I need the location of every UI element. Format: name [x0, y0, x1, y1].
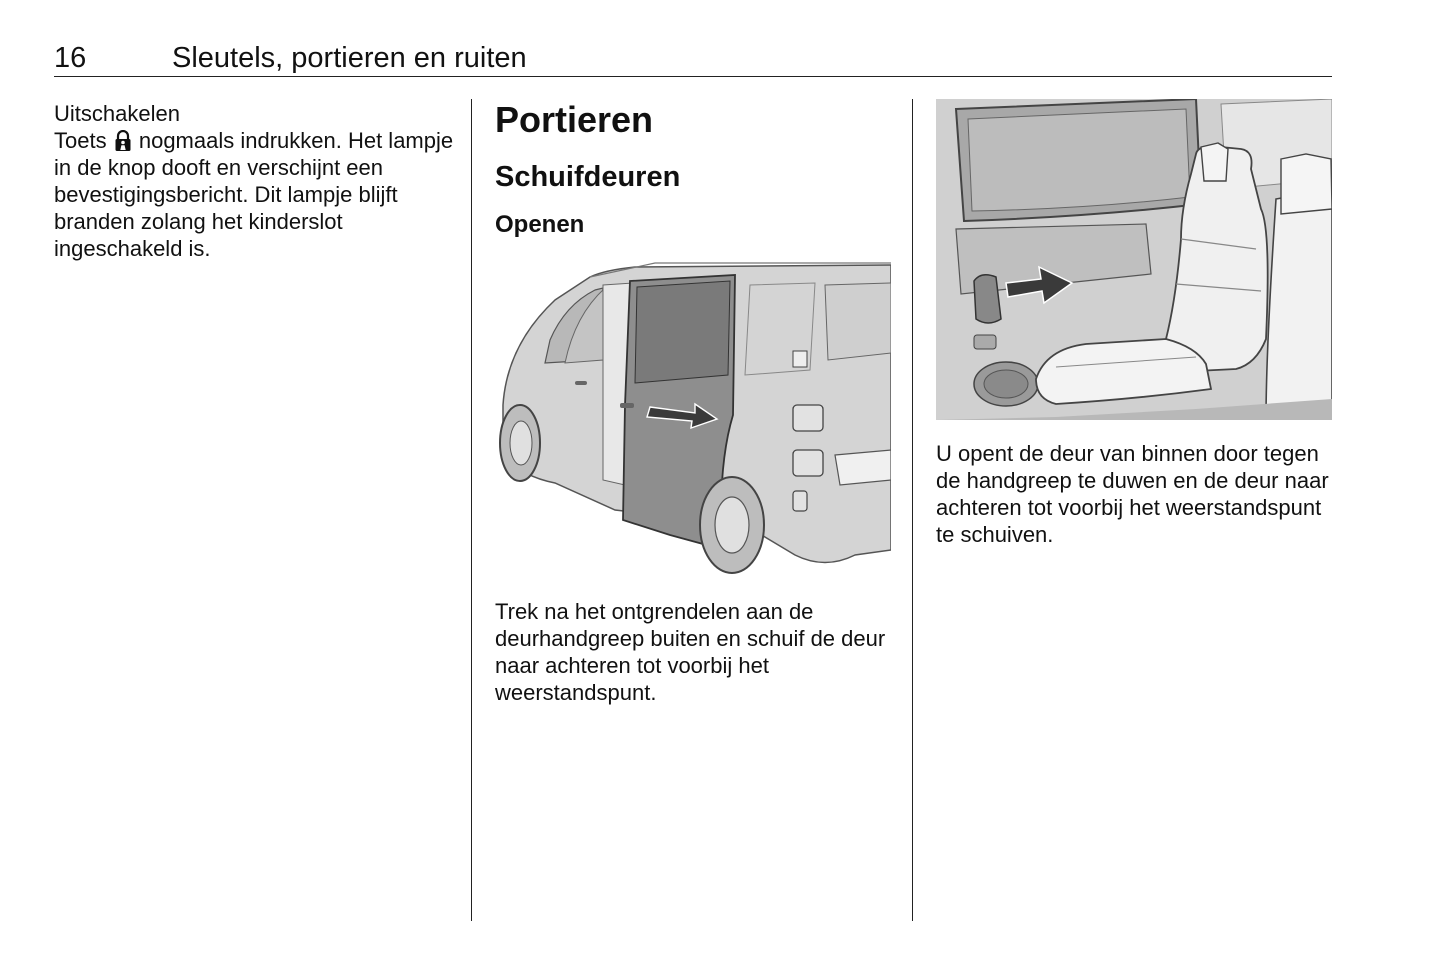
- page-number: 16: [54, 42, 87, 74]
- paragraph-text-start: Toets: [54, 128, 107, 153]
- column-divider: [912, 99, 913, 921]
- heading-openen: Openen: [495, 211, 585, 238]
- column-1: [54, 100, 454, 262]
- heading-schuifdeuren: Schuifdeuren: [495, 161, 681, 193]
- page-header: [54, 40, 1332, 77]
- subheading-uitschakelen: Uitschakelen: [54, 101, 180, 126]
- child-lock-icon: [114, 130, 132, 152]
- chapter-title: Sleutels, portieren en ruiten: [172, 42, 527, 74]
- heading-portieren: Portieren: [495, 99, 654, 140]
- van-interior-illustration: [936, 99, 1332, 420]
- paragraph-openen-binnen: U opent de deur van binnen door tegen de handgreep te duwen en de deur naar achteren tot voorbij het weerstandspunt te schuiven.: [936, 441, 1329, 547]
- paragraph-uitschakelen: [54, 127, 454, 262]
- paragraph-text-end: nogmaals indrukken. Het lampje in de knop dooft en verschijnt een bevestigingsbericht. Dit lampje blijft branden zolang het kinderslot ingeschakeld is.: [54, 128, 454, 261]
- van-exterior-illustration: [495, 255, 891, 577]
- paragraph-openen-buiten: Trek na het ontgrendelen aan de deurhandgreep buiten en schuif de deur naar achteren tot voorbij het weerstandspunt.: [495, 599, 886, 705]
- column-2: [495, 100, 895, 239]
- column-divider: [471, 99, 472, 921]
